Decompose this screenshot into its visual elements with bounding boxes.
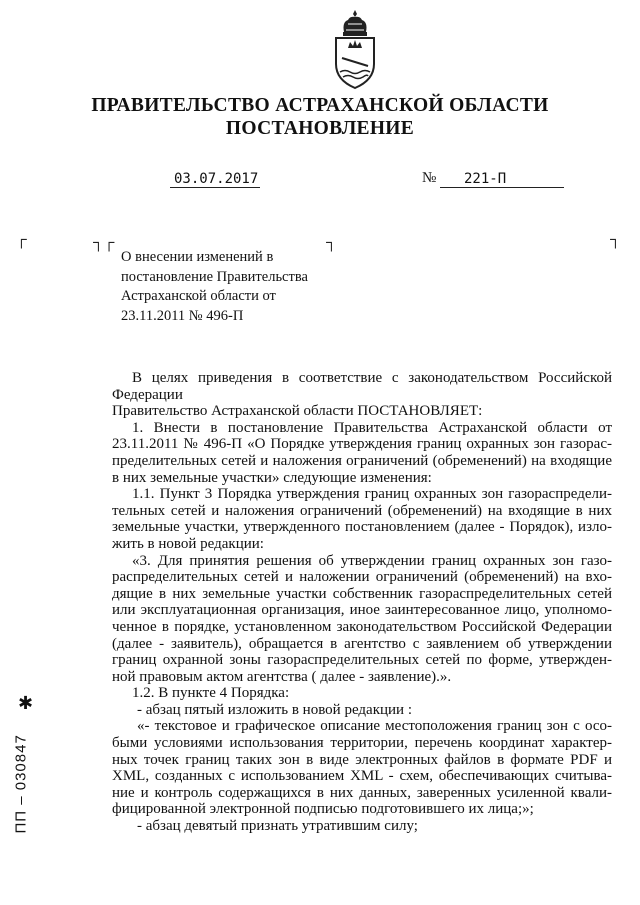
subject-line: О внесении изменений в bbox=[121, 249, 274, 265]
document-body bbox=[112, 370, 612, 835]
body-paragraph: - абзац девятый признать утратившим силу; bbox=[137, 818, 418, 835]
organization-title: ПРАВИТЕЛЬСТВО АСТРАХАНСКОЙ ОБЛАСТИ bbox=[91, 95, 549, 116]
coat-of-arms-emblem bbox=[328, 8, 382, 92]
body-paragraph: Правительство Астраханской области ПОСТАНОВЛЯЕТ: bbox=[112, 403, 483, 420]
document-subject bbox=[121, 248, 361, 326]
corner-mark-subject-right: ┐ bbox=[326, 235, 337, 251]
corner-mark-subject-left: ┐┌ bbox=[93, 235, 115, 251]
body-paragraph: - абзац пятый изложить в новой редакции : bbox=[137, 701, 412, 718]
document-type-title: ПОСТАНОВЛЕНИЕ bbox=[225, 118, 415, 139]
corner-mark-right: ┐ bbox=[610, 232, 621, 248]
corner-mark-left: ┌ bbox=[16, 232, 27, 248]
body-paragraph: 1.1. Пункт 3 Порядка утверждения границ охранных зон газораспредели-тельных сетей и наложения ограничений (обременений) на входящие в них земельные участки, утвержденного постановлением (далее - Порядок), изло-жить в новой редакции: bbox=[112, 486, 612, 552]
side-registration-stamp: ПП – 030847 bbox=[12, 734, 30, 834]
document-number: 221-П bbox=[440, 171, 564, 188]
body-paragraph: 1. Внести в постановление Правительства Астраханской области от 23.11.2011 № 496-П «О Порядке утверждения границ охранных зон газорас-пределительных сетей и наложения ограничений (обременений) на входящие в них земельные участки» следующие изменения: bbox=[112, 419, 612, 486]
body-paragraph: 1.2. В пункте 4 Порядка: bbox=[132, 685, 290, 702]
body-paragraph: «3. Для принятия решения об утверждении границ охранных зон газо-распределительных сетей и наложении ограничений (обременений) на вхо-дящие в них земельные участки собственник газораспределительных сетей или эксплуатационная организация, иное заинтересованное лицо, уполномо-ченное в порядке, установленном законодательством Российской Федерации (далее - заявитель), обращается в агентство с заявлением об утверждении границ охранной зоны газораспределительных сетей по форме, утвержден-ной правовым актом агентства ( далее - заявление).». bbox=[112, 552, 612, 685]
body-paragraph: «- текстовое и графическое описание местоположения границ зон с осо-быми условиями использования территории, перечень координат характер-ных точек границ таких зон в виде электронных файлов в формате PDF и XML, созданных с использованием XML - схем, обеспечивающих считыва-ние и контроль содержащихся в них данных, заверенных усиленной квали-фицированной электронной подписью подготовившего их лица;»; bbox=[112, 718, 612, 818]
number-sign: № bbox=[422, 170, 437, 186]
document-date: 03.07.2017 bbox=[170, 171, 260, 188]
body-paragraph: В целях приведения в соответствие с законодательством Российской Федерации bbox=[112, 370, 612, 403]
subject-line: 23.11.2011 № 496-П bbox=[121, 307, 244, 324]
side-mark-asterisk: ✱ bbox=[18, 693, 34, 713]
subject-line: Астраханской области от bbox=[121, 288, 276, 304]
subject-line: постановление Правительства bbox=[121, 268, 308, 285]
